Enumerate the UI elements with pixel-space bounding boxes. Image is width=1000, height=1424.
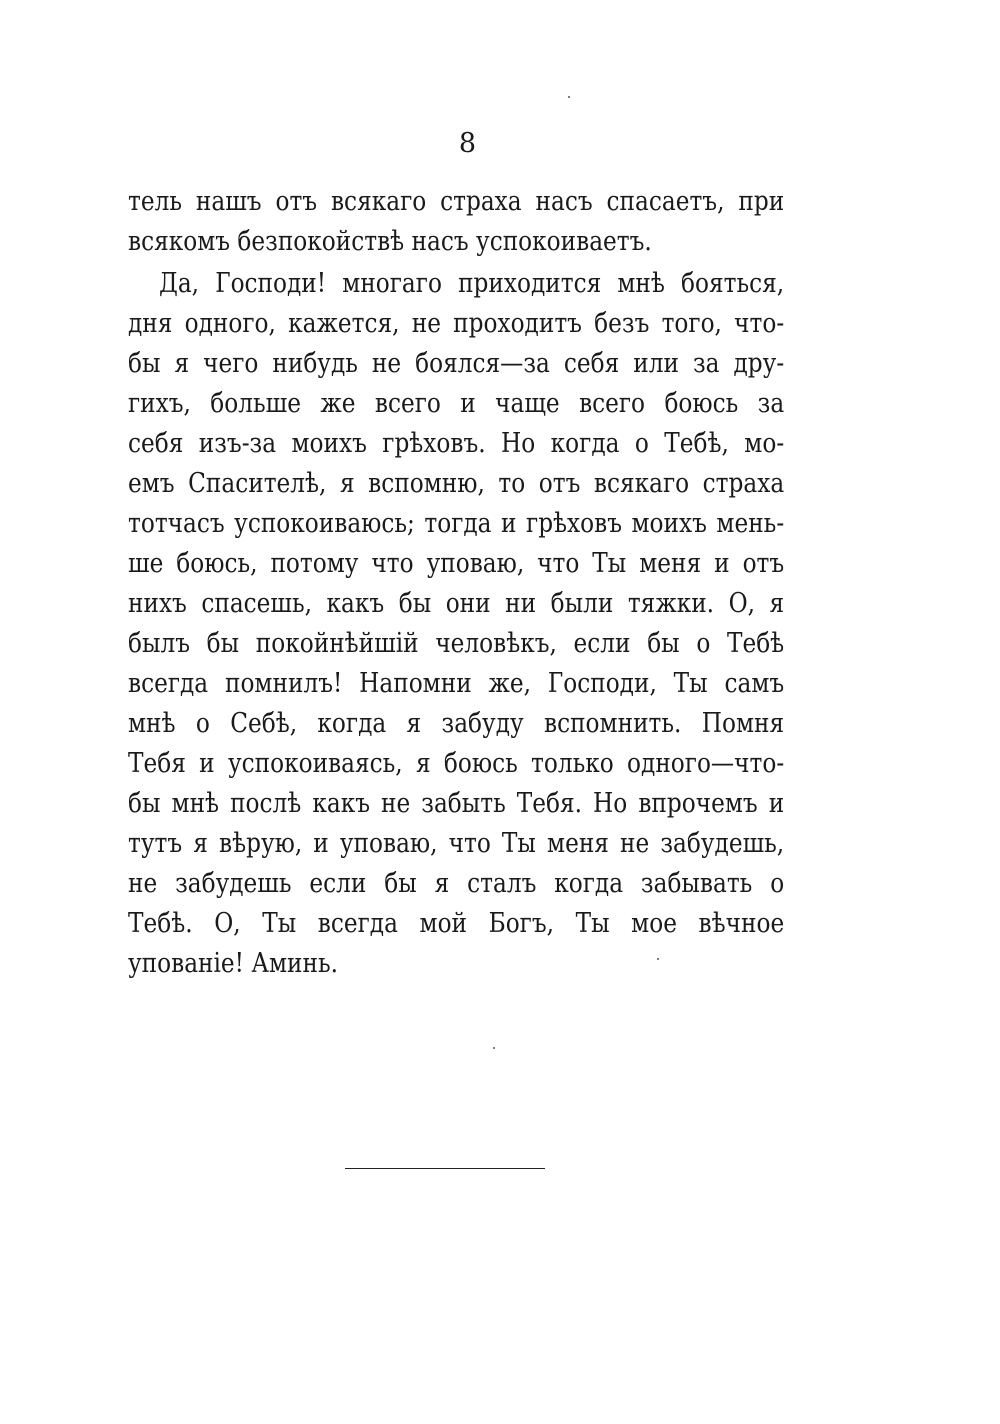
text-line: дня одного, кажется, не проходитъ безъ того, что-	[128, 308, 785, 339]
text-line: себя изъ-за моихъ грѣховъ. Но когда о Тебѣ, мо-	[128, 428, 785, 459]
paper-speck	[493, 1047, 495, 1049]
text-line: бы я чего нибудь не боялся—за себя или за дру-	[128, 348, 785, 379]
text-line: Да, Господи! многаго приходится мнѣ бояться,	[158, 268, 785, 299]
text-line: емъ Спасителѣ, я вспомню, то отъ всякаго страха	[128, 468, 785, 499]
text-line: всегда помнилъ! Напомни же, Господи, Ты самъ	[128, 668, 785, 699]
end-rule	[345, 1168, 545, 1169]
page-number: 8	[458, 128, 477, 159]
text-line: Тебя и успокоиваясь, я боюсь только одного—что-	[128, 748, 785, 779]
text-line: нихъ спасешь, какъ бы они ни были тяжки. О, я	[128, 588, 785, 619]
text-line: всякомъ безпокойствѣ насъ успокоиваетъ.	[128, 226, 652, 257]
text-line: гихъ, больше же всего и чаще всего боюсь за	[128, 388, 785, 419]
body-text	[128, 182, 784, 984]
paper-speck	[657, 958, 659, 960]
text-line: бы мнѣ послѣ какъ не забыть Тебя. Но впрочемъ и	[128, 788, 785, 819]
text-line: тотчасъ успокоиваюсь; тогда и грѣховъ моихъ мень-	[128, 508, 785, 539]
text-line: былъ бы покойнѣйшій человѣкъ, если бы о Тебѣ	[128, 628, 785, 659]
text-line: тутъ я вѣрую, и уповаю, что Ты меня не забудешь,	[128, 828, 785, 859]
text-line: упованіе! Аминь.	[128, 948, 339, 979]
text-line: тель нашъ отъ всякаго страха насъ спасаетъ, при	[128, 186, 785, 217]
paper-speck	[568, 96, 570, 98]
text-line: мнѣ о Себѣ, когда я забуду вспомнить. Помня	[128, 708, 785, 739]
text-line: ше боюсь, потому что уповаю, что Ты меня и отъ	[128, 548, 785, 579]
text-line: Тебѣ. О, Ты всегда мой Богъ, Ты мое вѣчное	[128, 908, 785, 939]
text-line: не забудешь если бы я сталъ когда забывать о	[128, 868, 785, 899]
